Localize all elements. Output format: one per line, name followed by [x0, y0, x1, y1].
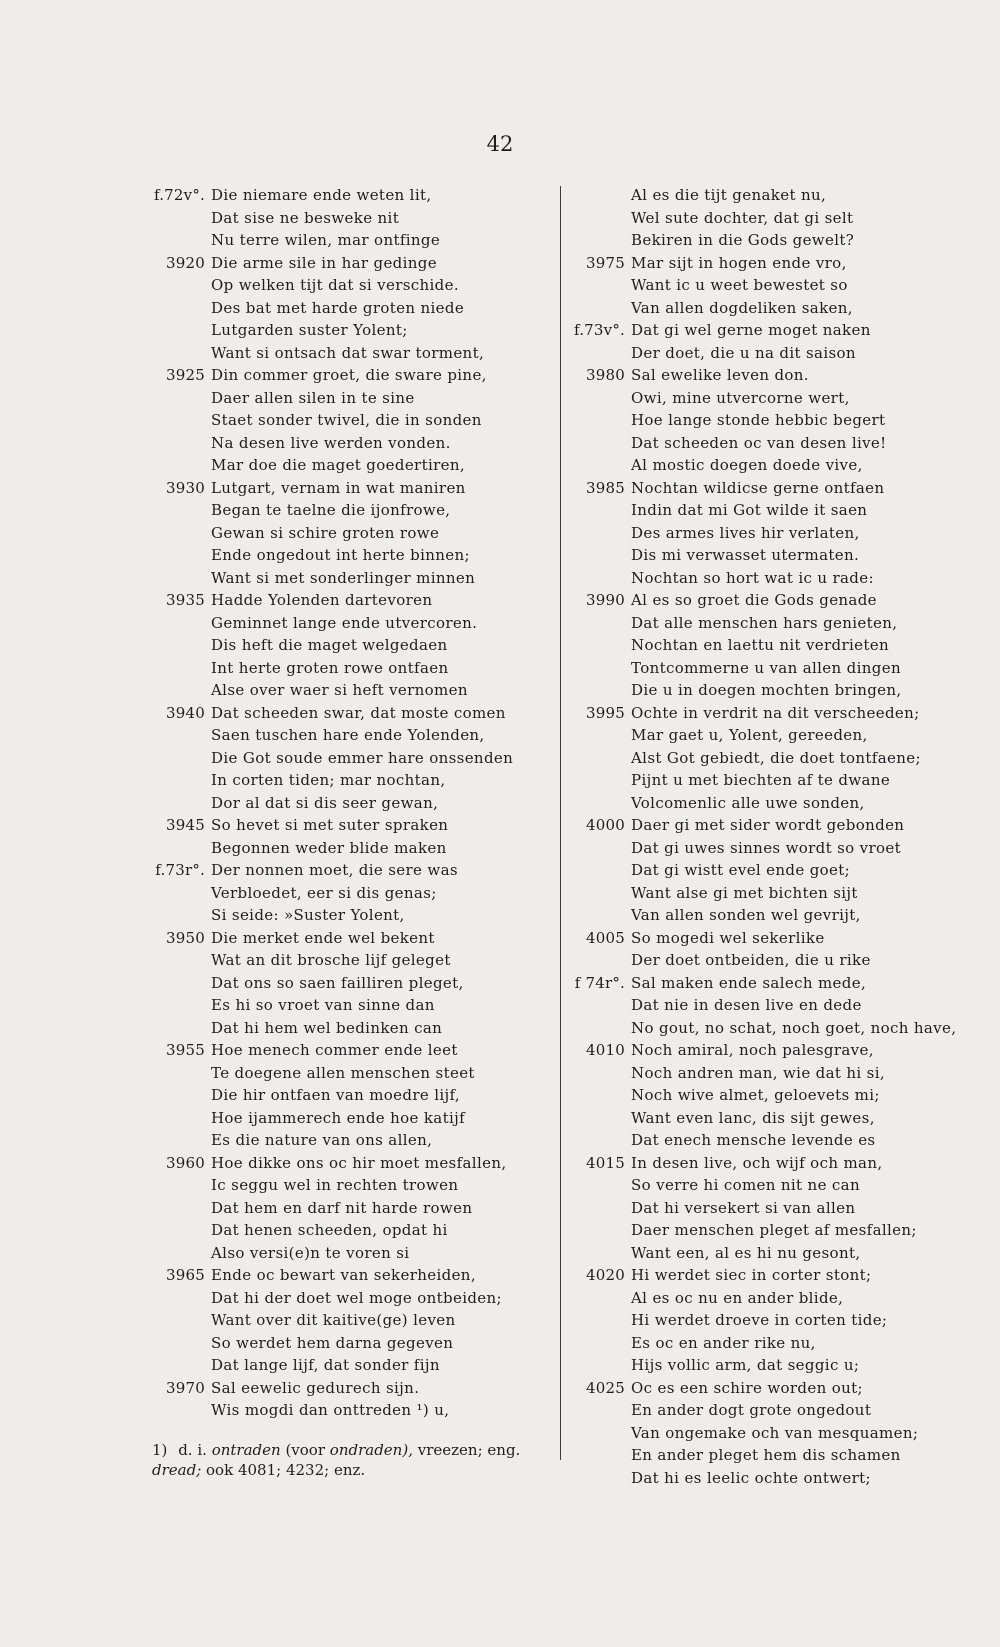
verse-text: Mar sijt in hogen ende vro,	[631, 253, 847, 272]
verse-line	[145, 747, 535, 770]
footnote-text: vreezen; eng.	[417, 1441, 521, 1459]
verse-text: Want even lanc, dis sijt gewes,	[631, 1108, 875, 1127]
verse-line	[145, 207, 535, 230]
verse-text: Dat gi uwes sinnes wordt so vroet	[631, 838, 901, 857]
verse-line	[145, 297, 535, 320]
line-number: 4025	[586, 1378, 625, 1397]
footnote-marker: 1)	[152, 1441, 168, 1459]
page-number: 42	[486, 132, 514, 156]
verse-text: Dat nie in desen live en dede	[631, 996, 862, 1014]
verse-text: Sal eewelic gedurech sijn.	[211, 1378, 420, 1397]
verse-text: Mar gaet u, Yolent, gereeden,	[631, 726, 868, 744]
verse-line	[565, 432, 955, 455]
verse-line	[565, 1197, 955, 1220]
verse-line	[565, 859, 955, 882]
verse-text: Wis mogdi dan onttreden ¹) u,	[211, 1401, 450, 1419]
verse-line	[145, 477, 535, 500]
verse-text: Bekiren in die Gods gewelt?	[631, 231, 855, 249]
verse-text: Daer allen silen in te sine	[211, 388, 415, 407]
verse-text: Sal maken ende salech mede,	[631, 973, 867, 992]
verse-text: Nu terre wilen, mar ontfinge	[211, 231, 441, 249]
line-number: 3970	[166, 1378, 205, 1397]
verse-text: Der doet, die u na dit saison	[631, 343, 856, 362]
verse-text: Ochte in verdrit na dit verscheeden;	[631, 703, 920, 722]
footnote	[152, 1440, 542, 1480]
verse-line	[565, 769, 955, 792]
line-number: 3925	[166, 366, 205, 384]
verse-text: Dis heft die maget welgedaen	[211, 636, 448, 654]
verse-text: Al mostic doegen doede vive,	[631, 456, 863, 474]
folio-marker: f.73r°.	[155, 861, 205, 879]
verse-line	[145, 1084, 535, 1107]
verse-text: Hoe ijammerech ende hoe katijf	[211, 1108, 466, 1127]
verse-text: Wat an dit brosche lijf geleget	[211, 951, 451, 969]
verse-text: Dat sise ne besweke nit	[211, 208, 400, 227]
line-number: 3930	[166, 478, 205, 497]
verse-line	[565, 904, 955, 927]
verse-line	[565, 1287, 955, 1310]
verse-text: Al es oc nu en ander blide,	[631, 1288, 844, 1307]
verse-text: Want over dit kaitive(ge) leven	[211, 1311, 456, 1329]
verse-line	[565, 882, 955, 905]
verse-line	[565, 409, 955, 432]
verse-line	[565, 1264, 955, 1287]
verse-text: Lutgart, vernam in wat maniren	[211, 478, 466, 497]
verse-line	[145, 859, 535, 882]
line-number: 3995	[586, 703, 625, 722]
verse-text: Alse over waer si heft vernomen	[211, 681, 468, 699]
verse-line	[565, 477, 955, 500]
verse-text: Te doegene allen menschen steet	[211, 1063, 475, 1082]
verse-text: Hi werdet droeve in corten tide;	[631, 1311, 888, 1329]
verse-line	[565, 1107, 955, 1130]
verse-text: Int herte groten rowe ontfaen	[211, 658, 449, 677]
footnote-term: ontraden	[211, 1441, 281, 1459]
footnote-term: dread;	[152, 1461, 202, 1479]
verse-text: Want si ontsach dat swar torment,	[211, 343, 485, 362]
verse-text: Dat hi versekert si van allen	[631, 1198, 856, 1217]
verse-line	[145, 612, 535, 635]
verse-text: Dat enech mensche levende es	[631, 1131, 876, 1149]
verse-line	[565, 1354, 955, 1377]
verse-text: Dat hi der doet wel moge ontbeiden;	[211, 1288, 502, 1307]
verse-line	[145, 1152, 535, 1175]
verse-line	[145, 769, 535, 792]
footnote-text: ook 4081; 4232; enz.	[206, 1461, 366, 1479]
verse-text: Dat henen scheeden, opdat hi	[211, 1221, 448, 1239]
verse-line	[565, 1444, 955, 1467]
verse-text: En ander dogt grote ongedout	[631, 1401, 872, 1419]
verse-text: Ende oc bewart van sekerheiden,	[211, 1266, 476, 1284]
verse-text: In corten tiden; mar nochtan,	[211, 771, 446, 789]
verse-text: Verbloedet, eer si dis genas;	[211, 883, 437, 902]
verse-text: Die hir ontfaen van moedre lijf,	[211, 1086, 461, 1104]
verse-line	[565, 252, 955, 275]
verse-line	[145, 1039, 535, 1062]
verse-line	[145, 814, 535, 837]
verse-line	[145, 432, 535, 455]
line-number: 3980	[586, 366, 625, 384]
verse-text: Nochtan so hort wat ic u rade:	[631, 568, 874, 587]
verse-text: Die merket ende wel bekent	[211, 928, 435, 947]
verse-text: Die niemare ende weten lit,	[211, 186, 432, 204]
verse-text: Ic seggu wel in rechten trowen	[211, 1176, 459, 1194]
verse-line	[145, 1174, 535, 1197]
verse-line	[565, 297, 955, 320]
verse-line	[145, 364, 535, 387]
verse-line	[565, 1309, 955, 1332]
verse-text: Es die nature van ons allen,	[211, 1131, 433, 1149]
verse-text: Lutgarden suster Yolent;	[211, 321, 408, 339]
line-number: 4015	[586, 1153, 625, 1172]
verse-line	[565, 454, 955, 477]
verse-line	[145, 1309, 535, 1332]
verse-text: En ander pleget hem dis schamen	[631, 1446, 901, 1464]
verse-line	[145, 1017, 535, 1040]
verse-text: Des armes lives hir verlaten,	[631, 523, 860, 542]
verse-text: Dat alle menschen hars genieten,	[631, 613, 898, 632]
verse-line	[145, 454, 535, 477]
verse-line	[145, 927, 535, 950]
line-number: 3965	[166, 1266, 205, 1284]
verse-text: Sal ewelike leven don.	[631, 366, 809, 384]
verse-line	[565, 364, 955, 387]
verse-line	[565, 994, 955, 1017]
verse-text: Es hi so vroet van sinne dan	[211, 996, 435, 1014]
verse-line	[145, 1287, 535, 1310]
line-number: 3940	[166, 703, 205, 722]
verse-line	[145, 1354, 535, 1377]
verse-line	[565, 589, 955, 612]
verse-text: Geminnet lange ende utvercoren.	[211, 613, 478, 632]
line-number: 3945	[166, 816, 205, 834]
verse-line	[145, 724, 535, 747]
verse-text: Hadde Yolenden dartevoren	[211, 591, 433, 609]
line-number: 3975	[586, 253, 625, 272]
verse-line	[145, 342, 535, 365]
verse-text: Der nonnen moet, die sere was	[211, 861, 458, 879]
verse-line	[145, 792, 535, 815]
verse-text: Indin dat mi Got wilde it saen	[631, 501, 868, 519]
verse-text: Dat lange lijf, dat sonder fijn	[211, 1356, 440, 1374]
verse-text: Van ongemake och van mesquamen;	[631, 1423, 919, 1442]
verse-line	[145, 702, 535, 725]
verse-text: Nochtan en laettu nit verdrieten	[631, 636, 890, 654]
left-verse-column	[145, 184, 535, 1422]
verse-line	[565, 837, 955, 860]
verse-line	[145, 1107, 535, 1130]
verse-text: No gout, no schat, noch goet, noch have,	[631, 1018, 957, 1037]
verse-text: Dat ons so saen failliren pleget,	[211, 973, 464, 992]
verse-text: Hijs vollic arm, dat seggic u;	[631, 1356, 860, 1374]
line-number: 3920	[166, 253, 205, 272]
verse-line	[145, 837, 535, 860]
right-verse-column	[565, 184, 955, 1489]
verse-text: So mogedi wel sekerlike	[631, 928, 825, 947]
verse-line	[565, 792, 955, 815]
verse-line	[565, 634, 955, 657]
verse-text: Daer menschen pleget af mesfallen;	[631, 1221, 917, 1239]
footnote-text: (voor	[285, 1441, 326, 1459]
verse-line	[565, 1017, 955, 1040]
verse-line	[565, 724, 955, 747]
verse-line	[565, 814, 955, 837]
verse-text: Die arme sile in har gedinge	[211, 253, 437, 272]
verse-text: Tontcommerne u van allen dingen	[631, 658, 901, 677]
verse-line	[145, 1264, 535, 1287]
line-number: 4000	[586, 816, 625, 834]
verse-text: Noch andren man, wie dat hi si,	[631, 1063, 885, 1082]
verse-text: Dat hi hem wel bedinken can	[211, 1018, 443, 1037]
verse-text: Nochtan wildicse gerne ontfaen	[631, 478, 885, 497]
verse-line	[145, 319, 535, 342]
verse-text: Van allen sonden wel gevrijt,	[631, 906, 861, 924]
verse-text: Staet sonder twivel, die in sonden	[211, 411, 482, 429]
verse-text: Des bat met harde groten niede	[211, 298, 465, 317]
verse-line	[565, 1174, 955, 1197]
verse-text: Die Got soude emmer hare onssenden	[211, 748, 514, 767]
verse-text: Gewan si schire groten rowe	[211, 523, 440, 542]
verse-text: Wel sute dochter, dat gi selt	[631, 208, 854, 227]
verse-text: Pijnt u met biechten af te dwane	[631, 771, 891, 789]
verse-text: Al es die tijt genaket nu,	[631, 186, 827, 204]
verse-text: Al es so groet die Gods genade	[631, 591, 877, 609]
verse-line	[145, 1219, 535, 1242]
verse-text: Alst Got gebiedt, die doet tontfaene;	[631, 748, 921, 767]
verse-text: Na desen live werden vonden.	[211, 433, 451, 452]
verse-line	[565, 522, 955, 545]
verse-text: Der doet ontbeiden, die u rike	[631, 951, 871, 969]
verse-line	[565, 319, 955, 342]
verse-line	[565, 747, 955, 770]
verse-line	[145, 1332, 535, 1355]
verse-text: So werdet hem darna gegeven	[211, 1333, 454, 1352]
verse-line	[145, 589, 535, 612]
verse-line	[565, 274, 955, 297]
verse-text: Mar doe die maget goedertiren,	[211, 456, 465, 474]
verse-line	[565, 544, 955, 567]
verse-text: Want een, al es hi nu gesont,	[631, 1243, 861, 1262]
verse-text: Volcomenlic alle uwe sonden,	[631, 793, 865, 812]
verse-line	[145, 229, 535, 252]
verse-line	[565, 499, 955, 522]
verse-line	[565, 679, 955, 702]
verse-text: Dat gi wel gerne moget naken	[631, 321, 871, 339]
folio-marker: f 74r°.	[574, 973, 625, 992]
verse-line	[565, 1422, 955, 1445]
line-number: 3955	[166, 1041, 205, 1059]
verse-text: Noch amiral, noch palesgrave,	[631, 1041, 874, 1059]
line-number: 4010	[586, 1041, 625, 1059]
verse-line	[145, 274, 535, 297]
verse-text: Want ic u weet bewestet so	[631, 276, 848, 294]
verse-text: Dor al dat si dis seer gewan,	[211, 793, 439, 812]
verse-text: Van allen dogdeliken saken,	[631, 298, 853, 317]
verse-text: Ende ongedout int herte binnen;	[211, 546, 470, 564]
verse-line	[145, 499, 535, 522]
verse-line	[565, 1242, 955, 1265]
verse-line	[565, 972, 955, 995]
verse-text: Oc es een schire worden out;	[631, 1378, 863, 1397]
verse-text: Dis mi verwasset utermaten.	[631, 546, 860, 564]
verse-text: Hoe menech commer ende leet	[211, 1041, 458, 1059]
verse-text: Saen tuschen hare ende Yolenden,	[211, 726, 485, 744]
verse-line	[145, 634, 535, 657]
verse-line	[565, 184, 955, 207]
verse-text: Dat hem en darf nit harde rowen	[211, 1198, 473, 1217]
verse-line	[565, 1377, 955, 1400]
verse-text: Si seide: »Suster Yolent,	[211, 906, 405, 924]
verse-text: Hoe lange stonde hebbic begert	[631, 411, 886, 429]
verse-line	[565, 1062, 955, 1085]
verse-line	[565, 1039, 955, 1062]
folio-marker: f.72v°.	[153, 186, 205, 204]
verse-line	[145, 567, 535, 590]
verse-text: Began te taelne die ijonfrowe,	[211, 501, 451, 519]
verse-text: Hoe dikke ons oc hir moet mesfallen,	[211, 1153, 507, 1172]
verse-text: Also versi(e)n te voren si	[211, 1243, 410, 1262]
verse-line	[145, 1377, 535, 1400]
verse-line	[565, 1399, 955, 1422]
verse-text: Begonnen weder blide maken	[211, 838, 447, 857]
verse-line	[145, 1062, 535, 1085]
line-number: 3990	[586, 591, 625, 609]
line-number: 4020	[586, 1266, 625, 1284]
verse-text: Dat scheeden swar, dat moste comen	[211, 703, 506, 722]
verse-line	[145, 657, 535, 680]
verse-line	[145, 994, 535, 1017]
verse-line	[565, 1219, 955, 1242]
verse-text: So hevet si met suter spraken	[211, 816, 449, 834]
verse-line	[565, 1084, 955, 1107]
verse-text: Es oc en ander rike nu,	[631, 1333, 816, 1352]
verse-line	[145, 387, 535, 410]
verse-text: Want alse gi met bichten sijt	[631, 883, 858, 902]
verse-line	[145, 1399, 535, 1422]
verse-line	[565, 1332, 955, 1355]
verse-line	[565, 387, 955, 410]
verse-line	[145, 904, 535, 927]
verse-text: Op welken tijt dat si verschide.	[211, 276, 459, 294]
verse-text: Hi werdet siec in corter stont;	[631, 1266, 872, 1284]
verse-text: Owi, mine utvercorne wert,	[631, 388, 850, 407]
verse-line	[565, 927, 955, 950]
verse-line	[145, 882, 535, 905]
verse-line	[565, 229, 955, 252]
line-number: 3950	[166, 928, 205, 947]
verse-text: So verre hi comen nit ne can	[631, 1176, 860, 1194]
verse-line	[145, 972, 535, 995]
verse-text: Daer gi met sider wordt gebonden	[631, 816, 905, 834]
verse-line	[145, 252, 535, 275]
line-number: 3985	[586, 478, 625, 497]
verse-line	[145, 1197, 535, 1220]
verse-line	[145, 1242, 535, 1265]
line-number: 3935	[166, 591, 205, 609]
verse-text: Want si met sonderlinger minnen	[211, 568, 476, 587]
folio-marker: f.73v°.	[573, 321, 625, 339]
line-number: 3960	[166, 1153, 205, 1172]
verse-line	[565, 342, 955, 365]
verse-text: Din commer groet, die sware pine,	[211, 366, 487, 384]
verse-line	[565, 567, 955, 590]
verse-text: Dat hi es leelic ochte ontwert;	[631, 1468, 871, 1487]
footnote-text: d. i.	[178, 1441, 207, 1459]
verse-line	[145, 544, 535, 567]
verse-line	[565, 207, 955, 230]
verse-line	[565, 612, 955, 635]
verse-line	[565, 1129, 955, 1152]
verse-line	[145, 522, 535, 545]
verse-text: Noch wive almet, geloevets mi;	[631, 1086, 880, 1104]
verse-line	[145, 184, 535, 207]
verse-line	[565, 657, 955, 680]
verse-line	[145, 949, 535, 972]
verse-text: In desen live, och wijf och man,	[631, 1153, 883, 1172]
verse-line	[145, 409, 535, 432]
verse-text: Dat gi wistt evel ende goet;	[631, 861, 851, 879]
verse-line	[565, 1152, 955, 1175]
verse-text: Dat scheeden oc van desen live!	[631, 433, 887, 452]
verse-line	[565, 949, 955, 972]
verse-line	[145, 1129, 535, 1152]
footnote-term: ondraden),	[329, 1441, 413, 1459]
verse-line	[145, 679, 535, 702]
verse-line	[565, 702, 955, 725]
verse-line	[565, 1467, 955, 1490]
line-number: 4005	[586, 928, 625, 947]
verse-text: Die u in doegen mochten bringen,	[631, 681, 902, 699]
column-divider	[560, 186, 561, 1460]
